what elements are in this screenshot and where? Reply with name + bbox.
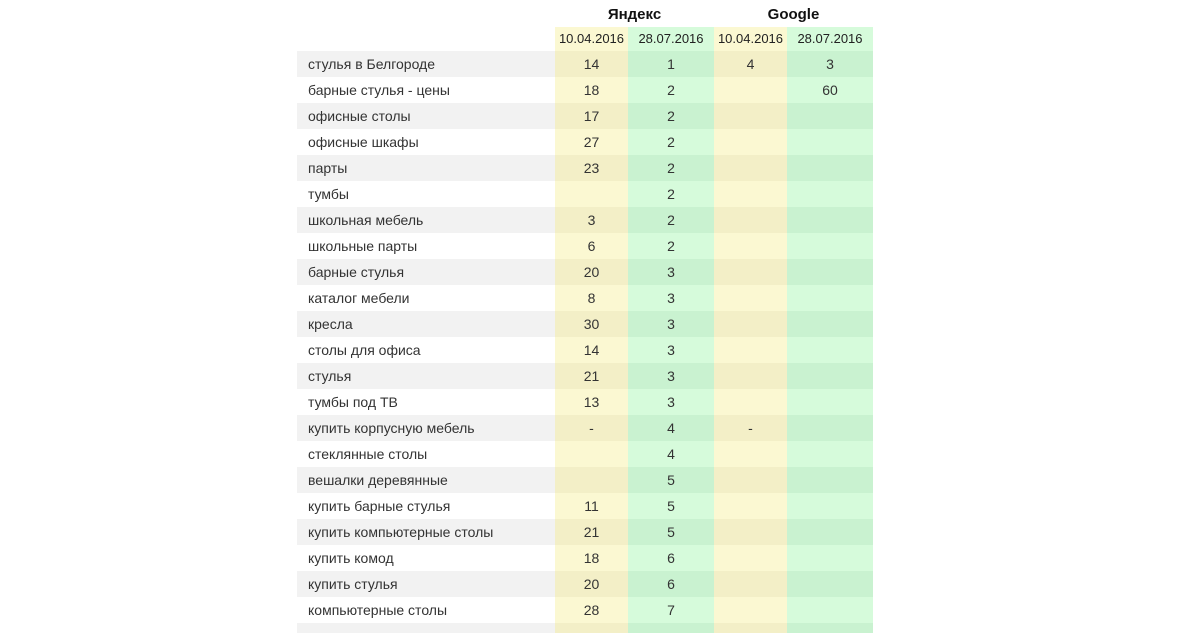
google-cell-2 — [787, 311, 873, 337]
google-cell-2 — [787, 129, 873, 155]
yandex-cell-2: 3 — [628, 389, 714, 415]
google-cell-2 — [787, 363, 873, 389]
rankings-table — [297, 0, 873, 633]
yandex-cell-1: 30 — [555, 311, 628, 337]
google-cell-1 — [714, 337, 787, 363]
google-cell-1 — [714, 259, 787, 285]
table-row-partial — [297, 623, 873, 633]
yandex-cell-2: 2 — [628, 77, 714, 103]
google-cell-2 — [787, 155, 873, 181]
yandex-cell-2: 7 — [628, 597, 714, 623]
google-cell-2 — [787, 181, 873, 207]
google-cell-2 — [787, 337, 873, 363]
yandex-cell-1: 20 — [555, 259, 628, 285]
google-cell-1 — [714, 597, 787, 623]
table-row — [297, 467, 873, 493]
yandex-cell-1: 21 — [555, 519, 628, 545]
google-cell-2 — [787, 467, 873, 493]
yandex-cell-1: 8 — [555, 285, 628, 311]
google-cell-1 — [714, 363, 787, 389]
yandex-cell-2: 2 — [628, 155, 714, 181]
keyword-cell: купить комод — [297, 545, 555, 571]
google-cell-1 — [714, 467, 787, 493]
date-google-2: 28.07.2016 — [787, 27, 873, 51]
google-cell-2 — [787, 103, 873, 129]
keyword-cell: кресла — [297, 311, 555, 337]
keyword-cell — [297, 623, 555, 633]
table-row — [297, 441, 873, 467]
keyword-cell: стеклянные столы — [297, 441, 555, 467]
table-row — [297, 285, 873, 311]
google-cell-1 — [714, 155, 787, 181]
google-cell-1: 4 — [714, 51, 787, 77]
yandex-cell-2: 3 — [628, 259, 714, 285]
keyword-cell: тумбы — [297, 181, 555, 207]
yandex-cell-2: 3 — [628, 337, 714, 363]
engine-google-heading: Google — [767, 6, 820, 23]
yandex-cell-1 — [555, 467, 628, 493]
yandex-cell-2: 5 — [628, 467, 714, 493]
table-body — [297, 51, 873, 623]
google-cell-1 — [714, 181, 787, 207]
yandex-cell-1: 28 — [555, 597, 628, 623]
yandex-cell-2: 1 — [628, 51, 714, 77]
google-cell-1 — [714, 571, 787, 597]
yandex-cell-2: 2 — [628, 207, 714, 233]
google-cell-1 — [714, 389, 787, 415]
google-cell-1 — [714, 285, 787, 311]
yandex-cell-2: 2 — [628, 181, 714, 207]
google-cell-2 — [787, 545, 873, 571]
yandex-cell-1: 14 — [555, 51, 628, 77]
yandex-cell-2: 6 — [628, 571, 714, 597]
yandex-cell-2 — [628, 623, 714, 633]
google-cell-2 — [787, 285, 873, 311]
table-row — [297, 389, 873, 415]
table-row — [297, 103, 873, 129]
yandex-cell-1 — [555, 181, 628, 207]
keyword-cell: стулья — [297, 363, 555, 389]
table-row — [297, 259, 873, 285]
yandex-cell-1: - — [555, 415, 628, 441]
google-cell-1: - — [714, 415, 787, 441]
google-cell-1 — [714, 311, 787, 337]
table-row — [297, 337, 873, 363]
yandex-cell-1: 23 — [555, 155, 628, 181]
yandex-cell-2: 3 — [628, 363, 714, 389]
yandex-cell-2: 2 — [628, 129, 714, 155]
google-cell-1 — [714, 623, 787, 633]
yandex-cell-2: 2 — [628, 103, 714, 129]
yandex-cell-1: 27 — [555, 129, 628, 155]
google-cell-2: 3 — [787, 51, 873, 77]
google-cell-1 — [714, 441, 787, 467]
yandex-cell-1 — [555, 623, 628, 633]
google-cell-1 — [714, 545, 787, 571]
yandex-cell-1: 20 — [555, 571, 628, 597]
yandex-cell-2: 5 — [628, 493, 714, 519]
google-cell-1 — [714, 103, 787, 129]
table-row — [297, 415, 873, 441]
table-row — [297, 77, 873, 103]
keyword-cell: офисные шкафы — [297, 129, 555, 155]
yandex-cell-1 — [555, 441, 628, 467]
engine-header-row — [297, 0, 873, 27]
keyword-cell: школьная мебель — [297, 207, 555, 233]
yandex-cell-1: 6 — [555, 233, 628, 259]
table-row — [297, 493, 873, 519]
google-cell-2 — [787, 233, 873, 259]
table-row — [297, 571, 873, 597]
google-cell-2 — [787, 415, 873, 441]
keyword-cell: купить барные стулья — [297, 493, 555, 519]
google-cell-2 — [787, 623, 873, 633]
keyword-cell: барные стулья - цены — [297, 77, 555, 103]
google-cell-2 — [787, 519, 873, 545]
keyword-cell: купить стулья — [297, 571, 555, 597]
date-google-1: 10.04.2016 — [714, 27, 787, 51]
keyword-cell: столы для офиса — [297, 337, 555, 363]
yandex-cell-2: 3 — [628, 285, 714, 311]
table-row — [297, 129, 873, 155]
date-yandex-2: 28.07.2016 — [628, 27, 714, 51]
table-row — [297, 51, 873, 77]
keyword-header-spacer — [297, 27, 555, 51]
google-cell-2 — [787, 571, 873, 597]
table-row — [297, 363, 873, 389]
yandex-cell-1: 14 — [555, 337, 628, 363]
keyword-cell: барные стулья — [297, 259, 555, 285]
table-row — [297, 597, 873, 623]
keyword-cell: вешалки деревянные — [297, 467, 555, 493]
yandex-cell-2: 5 — [628, 519, 714, 545]
table-row — [297, 207, 873, 233]
google-cell-1 — [714, 129, 787, 155]
date-header-row — [297, 27, 873, 51]
yandex-cell-1: 17 — [555, 103, 628, 129]
google-cell-1 — [714, 77, 787, 103]
keyword-cell: купить компьютерные столы — [297, 519, 555, 545]
engine-yandex-heading: Яндекс — [607, 6, 662, 23]
yandex-cell-2: 4 — [628, 441, 714, 467]
yandex-cell-2: 3 — [628, 311, 714, 337]
keyword-cell: стулья в Белгороде — [297, 51, 555, 77]
google-cell-1 — [714, 233, 787, 259]
google-cell-2: 60 — [787, 77, 873, 103]
google-cell-2 — [787, 441, 873, 467]
table-row — [297, 311, 873, 337]
yandex-cell-1: 18 — [555, 545, 628, 571]
yandex-cell-1: 11 — [555, 493, 628, 519]
date-yandex-1: 10.04.2016 — [555, 27, 628, 51]
google-cell-1 — [714, 207, 787, 233]
keyword-cell: компьютерные столы — [297, 597, 555, 623]
google-cell-2 — [787, 389, 873, 415]
table-row — [297, 155, 873, 181]
table-row — [297, 181, 873, 207]
keyword-cell: офисные столы — [297, 103, 555, 129]
google-cell-2 — [787, 259, 873, 285]
yandex-cell-2: 4 — [628, 415, 714, 441]
yandex-cell-2: 2 — [628, 233, 714, 259]
yandex-cell-1: 21 — [555, 363, 628, 389]
keyword-cell: парты — [297, 155, 555, 181]
keyword-cell: тумбы под ТВ — [297, 389, 555, 415]
yandex-cell-1: 18 — [555, 77, 628, 103]
keyword-cell: каталог мебели — [297, 285, 555, 311]
google-cell-2 — [787, 493, 873, 519]
google-cell-1 — [714, 493, 787, 519]
google-cell-2 — [787, 597, 873, 623]
keyword-cell: купить корпусную мебель — [297, 415, 555, 441]
table-row — [297, 519, 873, 545]
yandex-cell-2: 6 — [628, 545, 714, 571]
keyword-cell: школьные парты — [297, 233, 555, 259]
table-row — [297, 233, 873, 259]
google-cell-1 — [714, 519, 787, 545]
yandex-cell-1: 13 — [555, 389, 628, 415]
yandex-cell-1: 3 — [555, 207, 628, 233]
google-cell-2 — [787, 207, 873, 233]
table-row — [297, 545, 873, 571]
